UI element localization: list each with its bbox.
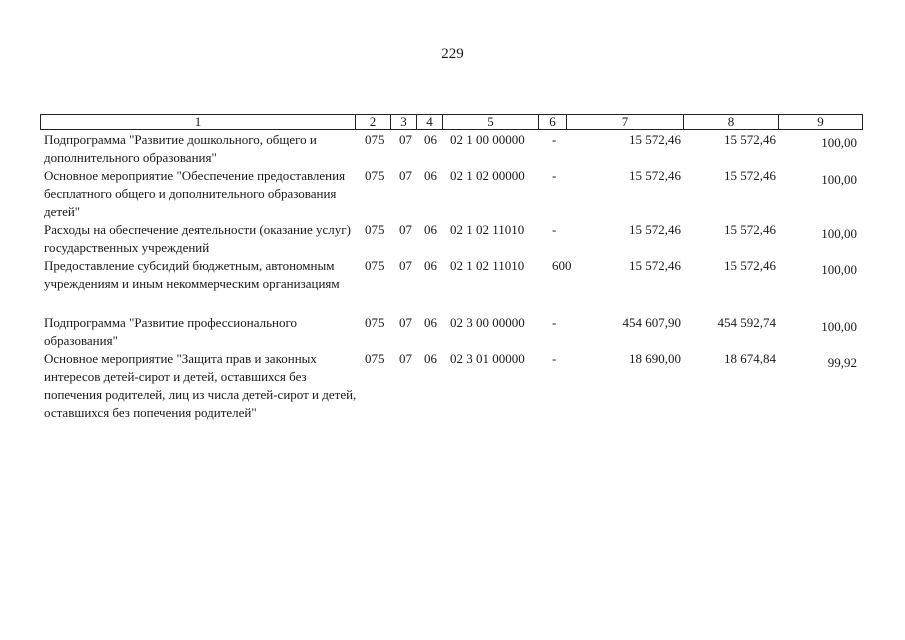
header-cell: 9 xyxy=(779,114,863,130)
cell-c7: 15 572,46 xyxy=(629,132,681,147)
cell-c6: - xyxy=(552,351,557,366)
cell-name: Подпрограмма "Развитие профессионального образования" xyxy=(44,315,297,348)
cell-c2: 075 xyxy=(365,222,385,237)
header-cell: 6 xyxy=(539,114,567,130)
cell-c5: 02 1 02 00000 xyxy=(450,168,525,183)
cell-c7: 454 607,90 xyxy=(622,315,681,330)
cell-c4: 06 xyxy=(424,258,437,273)
cell-c6: 600 xyxy=(552,258,572,273)
cell-c8: 15 572,46 xyxy=(724,132,776,147)
cell-c5: 02 1 02 11010 xyxy=(450,258,525,273)
cell-c6: - xyxy=(552,168,557,183)
cell-c5: 02 3 01 00000 xyxy=(450,351,525,366)
header-cell: 5 xyxy=(443,114,539,130)
cell-c9: 100,00 xyxy=(821,172,857,187)
cell-c8: 15 572,46 xyxy=(724,168,776,183)
header-cell: 7 xyxy=(567,114,684,130)
cell-c3: 07 xyxy=(399,258,412,273)
cell-c9: 99,92 xyxy=(827,355,857,370)
cell-c4: 06 xyxy=(424,168,437,183)
cell-c5: 02 1 00 00000 xyxy=(450,132,525,147)
cell-c4: 06 xyxy=(424,222,437,237)
cell-c8: 15 572,46 xyxy=(724,222,776,237)
page-number: 229 xyxy=(441,46,464,62)
header-cell: 8 xyxy=(684,114,779,130)
cell-c2: 075 xyxy=(365,168,385,183)
cell-c8: 15 572,46 xyxy=(724,258,776,273)
cell-c8: 454 592,74 xyxy=(717,315,776,330)
header-cell: 2 xyxy=(356,114,391,130)
header-cell: 4 xyxy=(417,114,443,130)
cell-c5: 02 3 00 00000 xyxy=(450,315,525,330)
cell-c6: - xyxy=(552,222,557,237)
cell-c7: 15 572,46 xyxy=(629,168,681,183)
cell-name: Основное мероприятие "Защита прав и законных интересов детей-сирот и детей, оставшихся без попечения родителей, лиц из числа детей-сирот и детей, оставшихся без попечения родителей" xyxy=(44,351,357,420)
cell-c5: 02 1 02 11010 xyxy=(450,222,525,237)
cell-name: Основное мероприятие "Обеспечение предоставления бесплатного общего и дополнительного образования детей" xyxy=(44,168,346,219)
cell-name: Предоставление субсидий бюджетным, автономным учреждениям и иным некоммерческим организациям xyxy=(44,258,340,291)
cell-c9: 100,00 xyxy=(821,262,857,277)
header-cell: 1 xyxy=(40,114,356,130)
header-cell: 3 xyxy=(391,114,417,130)
cell-c4: 06 xyxy=(424,351,437,366)
cell-c3: 07 xyxy=(399,351,412,366)
cell-name: Подпрограмма "Развитие дошкольного, общего и дополнительного образования" xyxy=(44,132,317,165)
cell-c4: 06 xyxy=(424,315,437,330)
cell-c2: 075 xyxy=(365,132,385,147)
cell-c2: 075 xyxy=(365,315,385,330)
cell-c7: 18 690,00 xyxy=(629,351,681,366)
cell-c3: 07 xyxy=(399,222,412,237)
cell-c3: 07 xyxy=(399,132,412,147)
cell-c9: 100,00 xyxy=(821,226,857,241)
cell-c9: 100,00 xyxy=(821,135,857,150)
cell-c2: 075 xyxy=(365,258,385,273)
cell-c6: - xyxy=(552,132,557,147)
cell-name: Расходы на обеспечение деятельности (оказание услуг) государственных учреждений xyxy=(44,222,351,255)
cell-c7: 15 572,46 xyxy=(629,222,681,237)
cell-c8: 18 674,84 xyxy=(724,351,776,366)
cell-c4: 06 xyxy=(424,132,437,147)
cell-c2: 075 xyxy=(365,351,385,366)
cell-c3: 07 xyxy=(399,315,412,330)
cell-c3: 07 xyxy=(399,168,412,183)
cell-c7: 15 572,46 xyxy=(629,258,681,273)
cell-c6: - xyxy=(552,315,557,330)
cell-c9: 100,00 xyxy=(821,319,857,334)
